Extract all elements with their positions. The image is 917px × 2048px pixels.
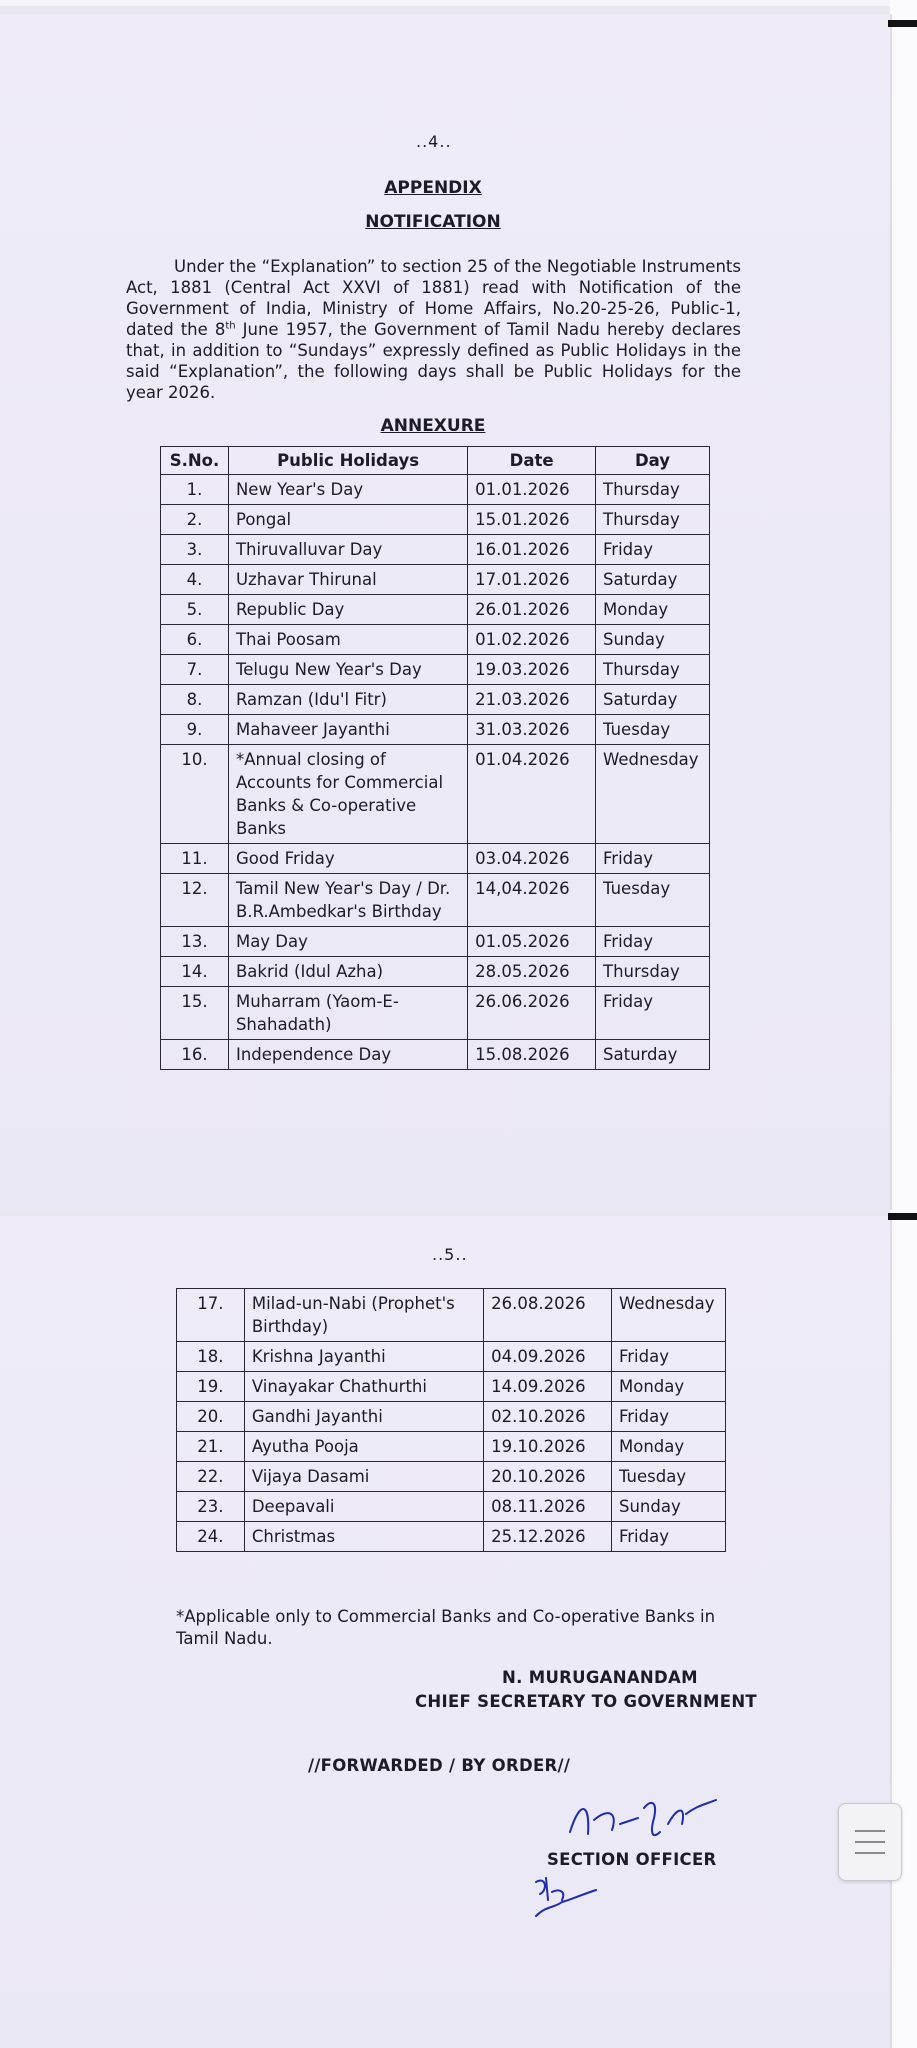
cell-sno: 4. [161,565,229,595]
signatory-name: N. MURUGANANDAM [502,1668,698,1687]
table-row [161,655,710,685]
table-row [177,1402,726,1432]
table-row [161,927,710,957]
page-number: ..4.. [416,132,452,151]
table-row [161,535,710,565]
cell-day: Wednesday [611,1289,725,1342]
cell-sno: 8. [161,685,229,715]
table-row [161,874,710,927]
cell-holiday-name: Mahaveer Jayanthi [228,715,467,745]
cell-sno: 3. [161,535,229,565]
cell-sno: 9. [161,715,229,745]
cell-sno: 6. [161,625,229,655]
cell-day: Friday [596,535,710,565]
table-row [177,1462,726,1492]
cell-day: Friday [596,987,710,1040]
cell-day: Tuesday [596,874,710,927]
table-row [161,987,710,1040]
annexure-title: ANNEXURE [380,416,486,436]
signatory-title: CHIEF SECRETARY TO GOVERNMENT [415,1692,757,1711]
cell-holiday-name: Republic Day [228,595,467,625]
cell-sno: 16. [161,1040,229,1070]
cell-holiday-name: Krishna Jayanthi [244,1342,483,1372]
cell-holiday-name: Milad-un-Nabi (Prophet's Birthday) [244,1289,483,1342]
cell-holiday-name: Muharram (Yaom-E-Shahadath) [228,987,467,1040]
cell-date: 14,04.2026 [468,874,596,927]
cell-holiday-name: Ramzan (Idu'l Fitr) [228,685,467,715]
table-row [161,957,710,987]
table-header-row [161,447,710,475]
menu-line-icon [855,1830,885,1832]
cell-date: 14.09.2026 [484,1372,612,1402]
cell-date: 02.10.2026 [484,1402,612,1432]
cell-date: 04.09.2026 [484,1342,612,1372]
cell-date: 03.04.2026 [468,844,596,874]
forwarded-by-order: //FORWARDED / BY ORDER// [308,1756,571,1775]
cell-date: 15.01.2026 [468,505,596,535]
table-row [161,844,710,874]
cell-sno: 17. [177,1289,245,1342]
page-number: ..5.. [432,1245,468,1264]
right-margin [890,0,917,2048]
cell-sno: 2. [161,505,229,535]
page-marker [888,1213,917,1220]
menu-button[interactable] [838,1803,902,1881]
cell-holiday-name: Deepavali [244,1492,483,1522]
cell-date: 15.08.2026 [468,1040,596,1070]
section-officer: SECTION OFFICER [547,1850,717,1869]
cell-date: 20.10.2026 [484,1462,612,1492]
cell-holiday-name: Telugu New Year's Day [228,655,467,685]
cell-holiday-name: Good Friday [228,844,467,874]
cell-day: Wednesday [596,745,710,844]
cell-holiday-name: Ayutha Pooja [244,1432,483,1462]
handwritten-date-mark [530,1872,610,1922]
table-row [161,595,710,625]
cell-date: 01.01.2026 [468,475,596,505]
notification-paragraph: Under the “Explanation” to section 25 of the Negotiable Instruments Act, 1881 (Central Act XXVI of 1881) read with Notification of the Government of India, Ministry of Home Affairs, No.20-25-26, Public-1, dated the 8th June 1957, the Government of Tamil Nadu hereby declares that, in addition to “Sundays” expressly defined as Public Holidays in the said “Explanation”, the following days shall be Public Holidays for the year 2026. [126,257,741,402]
cell-day: Friday [611,1342,725,1372]
cell-day: Monday [611,1372,725,1402]
cell-holiday-name: New Year's Day [228,475,467,505]
table-row [161,475,710,505]
cell-holiday-name: Vinayakar Chathurthi [244,1372,483,1402]
cell-date: 19.03.2026 [468,655,596,685]
cell-holiday-name: May Day [228,927,467,957]
table-row [177,1522,726,1552]
holidays-table [160,446,710,1070]
cell-day: Tuesday [611,1462,725,1492]
table-row [177,1289,726,1342]
table-row [161,505,710,535]
cell-sno: 20. [177,1402,245,1432]
cell-holiday-name: Pongal [228,505,467,535]
appendix-title: APPENDIX [384,178,482,198]
cell-holiday-name: Vijaya Dasami [244,1462,483,1492]
table-row [177,1372,726,1402]
page-marker [888,20,917,27]
cell-sno: 14. [161,957,229,987]
cell-date: 08.11.2026 [484,1492,612,1522]
cell-holiday-name: Uzhavar Thirunal [228,565,467,595]
cell-sno: 12. [161,874,229,927]
cell-day: Monday [611,1432,725,1462]
cell-sno: 5. [161,595,229,625]
cell-sno: 13. [161,927,229,957]
menu-line-icon [855,1841,885,1843]
cell-day: Friday [596,844,710,874]
cell-day: Saturday [596,1040,710,1070]
cell-day: Saturday [596,685,710,715]
cell-sno: 19. [177,1372,245,1402]
header-public-holidays: Public Holidays [228,447,467,475]
top-edge [0,0,917,6]
cell-sno: 11. [161,844,229,874]
cell-holiday-name: Tamil New Year's Day / Dr. B.R.Ambedkar's Birthday [228,874,467,927]
cell-date: 16.01.2026 [468,535,596,565]
cell-date: 17.01.2026 [468,565,596,595]
cell-date: 26.08.2026 [484,1289,612,1342]
cell-day: Sunday [611,1492,725,1522]
header-sno: S.No. [161,447,229,475]
table-row [161,565,710,595]
cell-date: 01.04.2026 [468,745,596,844]
header-date: Date [468,447,596,475]
cell-sno: 15. [161,987,229,1040]
holidays-table-continued [176,1288,726,1552]
cell-sno: 10. [161,745,229,844]
footnote: *Applicable only to Commercial Banks and Co-operative Banks in Tamil Nadu. [176,1607,716,1648]
cell-sno: 22. [177,1462,245,1492]
cell-day: Thursday [596,505,710,535]
cell-sno: 7. [161,655,229,685]
cell-holiday-name: Bakrid (Idul Azha) [228,957,467,987]
cell-day: Thursday [596,655,710,685]
cell-date: 19.10.2026 [484,1432,612,1462]
cell-day: Sunday [596,625,710,655]
cell-day: Friday [596,927,710,957]
table-row [161,715,710,745]
cell-date: 31.03.2026 [468,715,596,745]
cell-holiday-name: Independence Day [228,1040,467,1070]
cell-date: 28.05.2026 [468,957,596,987]
cell-day: Saturday [596,565,710,595]
cell-holiday-name: *Annual closing of Accounts for Commercial Banks & Co-operative Banks [228,745,467,844]
cell-holiday-name: Christmas [244,1522,483,1552]
cell-day: Thursday [596,475,710,505]
menu-line-icon [855,1852,885,1854]
table-row [161,625,710,655]
cell-day: Tuesday [596,715,710,745]
cell-sno: 21. [177,1432,245,1462]
table-row [177,1342,726,1372]
handwritten-initials [560,1790,730,1850]
cell-day: Monday [596,595,710,625]
cell-day: Thursday [596,957,710,987]
header-day: Day [596,447,710,475]
cell-sno: 23. [177,1492,245,1522]
table-row [177,1492,726,1522]
cell-holiday-name: Gandhi Jayanthi [244,1402,483,1432]
cell-sno: 24. [177,1522,245,1552]
cell-date: 25.12.2026 [484,1522,612,1552]
cell-date: 01.02.2026 [468,625,596,655]
table-row [177,1432,726,1462]
table-row [161,745,710,844]
cell-holiday-name: Thai Poosam [228,625,467,655]
table-row [161,685,710,715]
cell-date: 21.03.2026 [468,685,596,715]
cell-sno: 18. [177,1342,245,1372]
notification-title: NOTIFICATION [365,212,501,232]
cell-date: 26.01.2026 [468,595,596,625]
cell-date: 01.05.2026 [468,927,596,957]
table-row [161,1040,710,1070]
cell-day: Friday [611,1522,725,1552]
cell-holiday-name: Thiruvalluvar Day [228,535,467,565]
cell-day: Friday [611,1402,725,1432]
cell-sno: 1. [161,475,229,505]
cell-date: 26.06.2026 [468,987,596,1040]
